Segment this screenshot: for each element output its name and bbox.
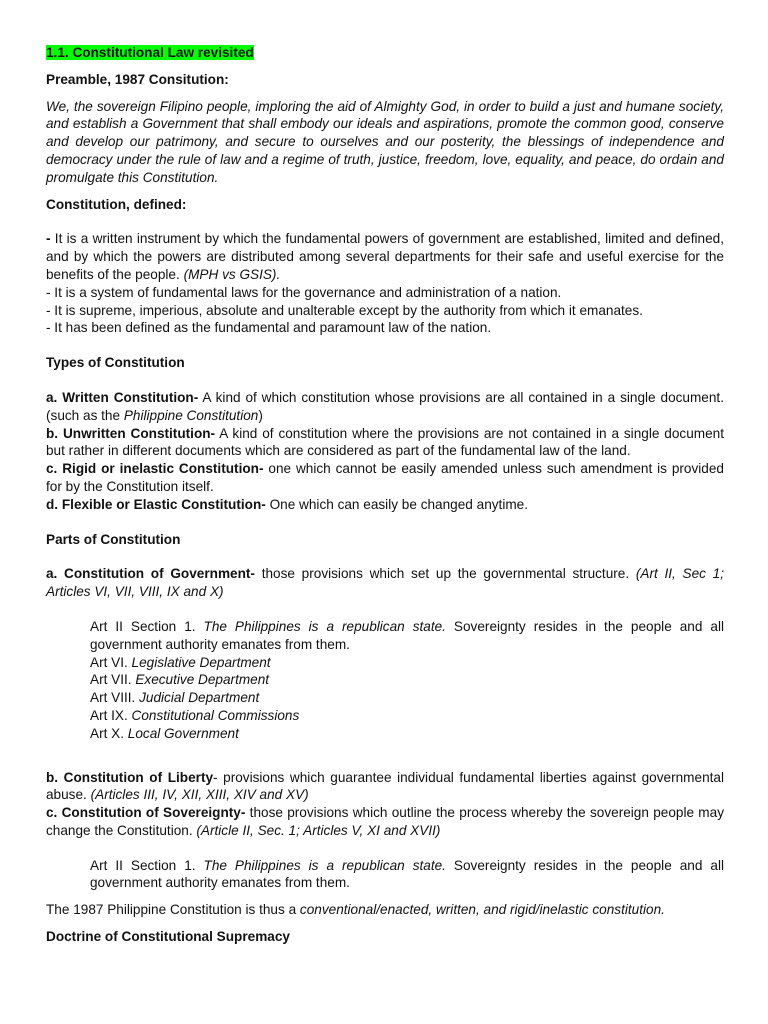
- section-title: 1.1. Constitutional Law revisited: [46, 45, 254, 60]
- definition-line-4: - It has been defined as the fundamental and paramount law of the nation.: [46, 320, 492, 336]
- types-heading: Types of Constitution: [46, 355, 185, 371]
- art9: Art IX. Constitutional Commissions: [90, 707, 300, 723]
- preamble-heading: Preamble, 1987 Consitution:: [46, 71, 229, 87]
- art10: Art X. Local Government: [90, 725, 239, 741]
- definition-paragraph: - It is a written instrument by which the fundamental powers of government are established, limited and defined, and by which the powers are distributed among several departments for their safe and useful exercise for the benefits of the people. (MPH vs GSIS).: [46, 231, 724, 282]
- art6: Art VI. Legislative Department: [90, 654, 271, 670]
- type-rigid: c. Rigid or inelastic Constitution- one which cannot be easily amended unless such amendment is provided for by the Constitution itself.: [46, 461, 724, 494]
- defined-heading: Constitution, defined:: [46, 196, 187, 212]
- art2-sec1-repeat: Art II Section 1. The Philippines is a republican state. Sovereignty resides in the people and all government authority emanates from them.: [90, 857, 724, 891]
- government-articles-block: [90, 618, 724, 743]
- preamble-text: We, the sovereign Filipino people, imploring the aid of Almighty God, in order to build a just and humane society, and establish a Government that shall embody our ideals and aspirations, promote the common good, conserve and develop our patrimony, and secure to ourselves and our posterity, the blessings of independence and democracy under the rule of law and a regime of truth, justice, freedom, love, equality, and peace, do ordain and promulgate this Constitution.: [46, 98, 724, 185]
- part-government: a. Constitution of Government- those provisions which set up the governmental structure. (Art II, Sec 1; Articles VI, VII, VIII, IX and X): [46, 566, 725, 600]
- sovereignty-article-block: [90, 857, 724, 893]
- type-flexible: d. Flexible or Elastic Constitution- One which can easily be changed anytime.: [46, 496, 529, 512]
- part-sovereignty: c. Constitution of Sovereignty- those provisions which outline the process whereby the sovereign people may change the Constitution. (Article II, Sec. 1; Articles V, XI and XVII): [46, 805, 724, 838]
- definition-line-3: - It is supreme, imperious, absolute and unalterable except by the authority from which it emanates.: [46, 302, 643, 318]
- part-liberty: b. Constitution of Liberty- provisions which guarantee individual fundamental liberties against governmental abuse. (Articles III, IV, XII, XIII, XIV and XV): [46, 769, 724, 803]
- supremacy-heading: Doctrine of Constitutional Supremacy: [46, 929, 290, 945]
- summary-line: The 1987 Philippine Constitution is thus a conventional/enacted, written, and rigid/inelastic constitution.: [46, 902, 665, 918]
- definition-line-2: - It is a system of fundamental laws for the governance and administration of a nation.: [46, 284, 562, 300]
- art2-sec1: Art II Section 1. The Philippines is a republican state. Sovereignty resides in the people and all government authority emanates from them.: [90, 618, 724, 652]
- type-unwritten: b. Unwritten Constitution- A kind of constitution where the provisions are not contained in a single document but rather in different documents which are considered as part of the fundamental law of the land.: [46, 425, 724, 459]
- type-written: a. Written Constitution- A kind of which constitution whose provisions are all contained in a single document. (such as the Philippine Constitution): [46, 389, 724, 423]
- art7: Art VII. Executive Department: [90, 672, 270, 688]
- parts-heading: Parts of Constitution: [46, 531, 181, 547]
- art8: Art VIII. Judicial Department: [90, 690, 260, 706]
- document-page: [46, 44, 724, 946]
